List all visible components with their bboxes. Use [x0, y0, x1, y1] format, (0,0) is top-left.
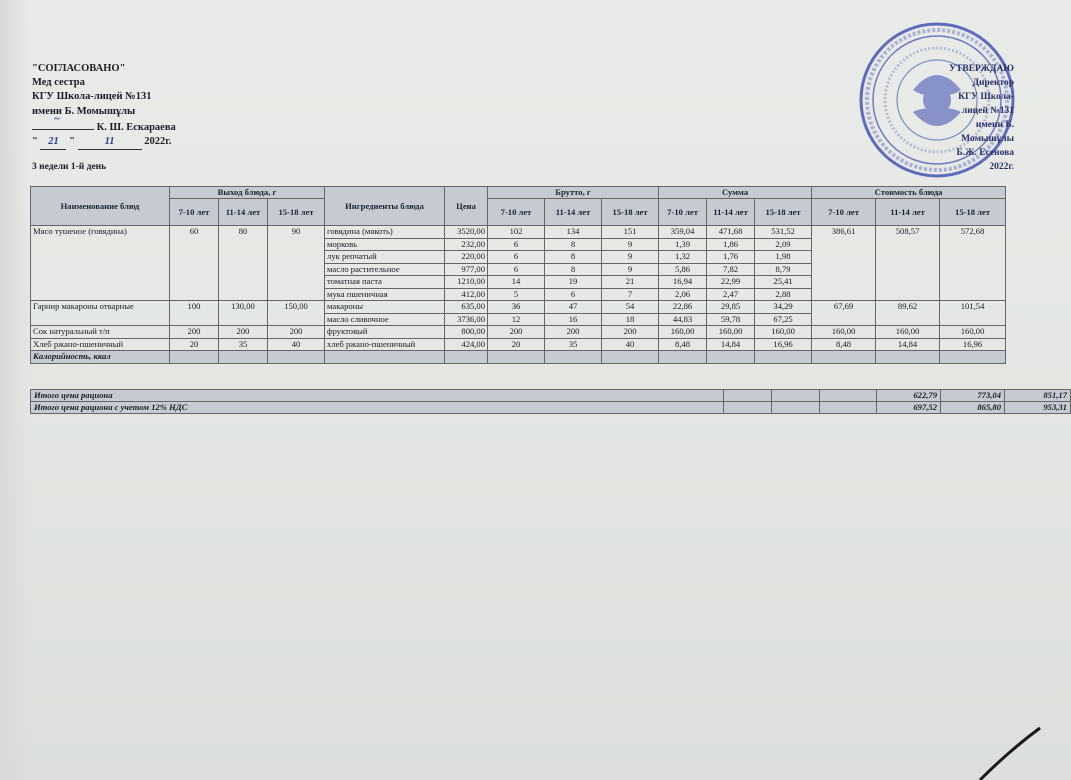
approval-block — [32, 62, 176, 150]
date-year: 2022г. — [144, 136, 172, 148]
table-row: Хлеб ржано-пшеничный 20 35 40 хлеб ржано-пшеничный 424,00 20 35 40 8,48 14,84 16,96 8,48 14,84 16,96 — [31, 338, 1006, 351]
ingredient-name: фруктовый — [325, 326, 445, 339]
approval-heading: "СОГЛАСОВАНО" — [32, 63, 126, 74]
col-ingredients: Ингредиенты блюда — [325, 187, 445, 226]
table-row: Сок натуральный т/п 200 200 200 фруктовый 800,00 200 200 200 160,00 160,00 160,00 160,00 160,00 160,00 — [31, 326, 1006, 339]
dish-name: Гарнир макароны отварные — [31, 301, 170, 326]
table-row: лук репчатый 220,00 6 8 9 1,32 1,76 1,98 — [31, 251, 1006, 264]
table-row: мука пшеничная 412,00 5 6 7 2,06 2,47 2,88 — [31, 288, 1006, 301]
totals-table — [30, 389, 1071, 414]
page-edge-shadow — [0, 0, 30, 780]
dish-name: Сок натуральный т/п — [31, 326, 170, 339]
ingredient-name: масло растительное — [325, 263, 445, 276]
approval-date: " 21 " 11 2022г. — [32, 135, 176, 150]
ingredient-name: масло сливочное — [325, 313, 445, 326]
ingredient-name: мука пшеничная — [325, 288, 445, 301]
table-row: масло сливочное 3736,00 12 16 18 44,83 59,78 67,25 — [31, 313, 1006, 326]
ingredient-name: макароны — [325, 301, 445, 314]
dish-name: Мясо тушеное (говядина) — [31, 226, 170, 301]
total-vat-row: Итого цена рациона с учетом 12% НДС 697,52 865,80 953,31 — [31, 402, 1071, 414]
table-row: Мясо тушеное (говядина) 60 80 90 говядина (мякоть) 3520,00 102 134 151 359,04 471,68 531,52 386,61 508,57 572,68 — [31, 226, 1006, 239]
col-yield: Выход блюда, г — [170, 187, 325, 199]
ingredient-name: томатная паста — [325, 276, 445, 289]
approval-school: КГУ Школа-лицей №131 — [32, 91, 152, 103]
total-row: Итого цена рациона 622,79 773,04 851,17 — [31, 390, 1071, 402]
approved-by-director: УТВЕРЖДАЮ Директор КГУ Школа-лицей №131 имени Б. Момышұлы Б.Ж. Есенова 2022г. — [949, 64, 1014, 172]
date-day: 21 — [40, 135, 66, 150]
approval-name-line: имени Б. Момышұлы — [32, 105, 136, 117]
col-sum: Сумма — [659, 187, 812, 199]
approval-signature-name: К. Ш. Ескараева — [96, 121, 176, 133]
table-row: масло растительное 977,00 6 8 9 5,86 7,82 8,79 — [31, 263, 1006, 276]
menu-table: Наименование блюд Выход блюда, г Ингредиенты блюда Цена Брутто, г Сумма Стоимость блюда 7-10 лет 11-14 лет 15-18 лет 7-10 лет 11-14 лет 15-18 лет 7-10 лет 11-14 лет 15-18 лет 7-10 лет 11-14 лет 15-18 лет Мясо тушеное (говядина) 60 80 90 говядина (мякоть) 3520,00 102 134 151 359,04 471,68 531,52 386,61 508,57 572,68 морковь 232,00 6 8 9 1,39 1,86 2,09 лук репчатый 220,00 6 8 9 1,32 1,76 1,98 масло растительное 977,00 6 8 9 5,86 7,82 8,79 томатная паста 1210,00 14 19 21 16,94 22,99 25,41 мука пшеничная 412,00 5 6 7 2,06 2,47 2,88 Гарнир макароны отварные 100 130,00 150,00 макароны 635,00 36 47 54 22,86 29,85 34,29 67,69 89,62 101,54 масло сливочное 3736,00 12 16 18 44,83 59,78 67,25 Сок натуральный т/п 200 200 200 фруктовый 800,00 200 200 200 160,00 160,00 160,00 160,00 160,00 160,00 Хлеб ржано-пшеничный 20 35 40 хлеб ржано-пшеничный 424,00 20 35 40 8,48 14,84 16,96 8,48 14,84 16,96 Калорийность, ккал — [30, 186, 1006, 364]
col-dish: Наименование блюд — [31, 187, 170, 226]
table-row: томатная паста 1210,00 14 19 21 16,94 22,99 25,41 — [31, 276, 1006, 289]
date-month: 11 — [78, 135, 142, 150]
ingredient-name: хлеб ржано-пшеничный — [325, 338, 445, 351]
ingredient-name: морковь — [325, 238, 445, 251]
table-row: морковь 232,00 6 8 9 1,39 1,86 2,09 — [31, 238, 1006, 251]
ingredient-name: лук репчатый — [325, 251, 445, 264]
menu-body — [31, 226, 1006, 364]
cable-shadow — [970, 720, 1040, 780]
col-cost: Стоимость блюда — [812, 187, 1006, 199]
dish-name: Хлеб ржано-пшеничный — [31, 338, 170, 351]
signature-mark: ~ — [32, 119, 94, 130]
col-price: Цена — [445, 187, 488, 226]
approval-signature-line — [32, 113, 176, 135]
approval-role: Мед сестра — [32, 77, 85, 89]
ingredient-name: говядина (мякоть) — [325, 226, 445, 239]
calorie-row: Калорийность, ккал — [31, 351, 1006, 364]
week-label: 3 недели 1-й день — [32, 162, 107, 172]
table-row: Гарнир макароны отварные 100 130,00 150,00 макароны 635,00 36 47 54 22,86 29,85 34,29 67,69 89,62 101,54 — [31, 301, 1006, 314]
col-gross: Брутто, г — [488, 187, 659, 199]
